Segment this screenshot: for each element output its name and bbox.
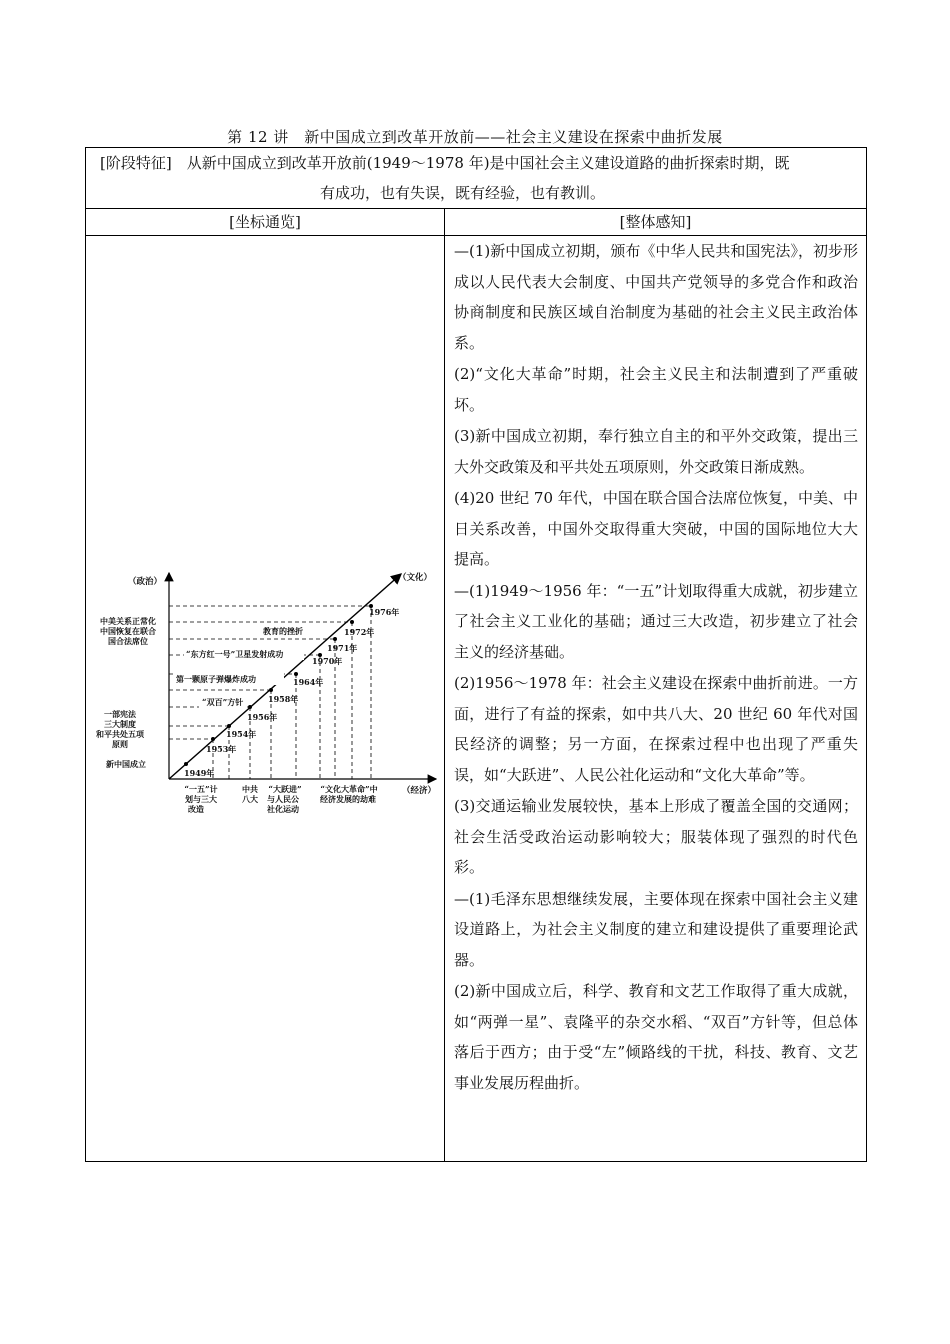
bottom-label: “大跃进” [268,784,302,794]
year-label: 1972年 [344,627,375,637]
content-table [85,147,867,1162]
bottom-label: 八大 [242,794,258,804]
paragraph: —(1)1949～1956 年：“一五”计划取得重大成就，初步建立了社会主义工业化的基础；通过三大改造，初步建立了社会主义的经济基础。 [454,581,858,661]
stage-feature-cell [86,148,867,209]
header-overall-perception: [整体感知] [445,209,867,236]
paragraph: (2)新中国成立后，科学、教育和文艺工作取得了重大成就，如“两弹一星”、袁隆平的杂交水稻、“双百”方针等，但总体落后于西方；由于受“左”倾路线的干扰，科技、教育、文艺事业发展历程曲折。 [454,982,858,1092]
paragraph: (2)1956～1978 年：社会主义建设在探索中曲折前进。一方面，进行了有益的探索，如中共八大、20 世纪 60 年代对国民经济的调整；另一方面，在探索过程中也出现了严重失误，如“大跃进”、人民公社化运动和“文化大革命”等。 [454,674,858,784]
stage-feature-line-1 [100,148,858,178]
paragraph: —(1)新中国成立初期，颁布《中华人民共和国宪法》，初步形成以人民代表大会制度、中国共产党领导的多党合作和政治协商制度和民族区域自治制度为基础的社会主义民主政治体系。 [454,242,858,352]
left-label: 中美关系正常化 [100,616,156,626]
point-1956 [248,705,252,709]
coordinate-diagram [86,236,445,1161]
year-label: 1954年 [226,729,257,739]
left-label: 三大制度 [104,719,136,729]
paragraph: (4)20 世纪 70 年代，中国在联合国合法席位恢复，中美、中日关系改善，中国外交取得重大突破，中国的国际地位大大提高。 [454,489,858,568]
year-label: 1956年 [247,712,278,722]
stage-feature-text-1: 从新中国成立到改革开放前(1949～1978 年)是中国社会主义建设道路的曲折探索时期，既 [186,154,790,172]
header-coordinate-overview: [坐标通览] [86,209,445,236]
paragraph: (2)“文化大革命”时期，社会主义民主和法制遭到了严重破坏。 [454,365,858,414]
year-label: 1953年 [206,744,237,754]
diagonal-axis-label: （文化） [398,573,433,583]
left-label: 新中国成立 [106,759,146,769]
paragraph: (3)新中国成立初期，奉行独立自主的和平外交政策，提出三大外交政策及和平共处五项原则，外交政策日渐成熟。 [454,427,858,476]
bottom-label: 经济发展的劫难 [320,794,376,804]
left-label: 一部宪法 [104,709,136,719]
year-label: 1958年 [268,694,299,704]
point-1953 [211,737,215,741]
x-axis-label: （经济） [402,786,437,796]
overall-perception-text [445,236,867,1162]
y-axis-label: （政治） [128,577,163,587]
year-label: 1970年 [312,656,343,666]
year-label: 1971年 [327,643,358,653]
point-1964 [294,672,298,676]
bottom-label: 划与三大 [185,794,217,804]
bottom-label: 与人民公 [267,794,299,804]
bottom-label: 社化运动 [267,804,299,814]
year-label: 1976年 [369,607,400,617]
bottom-label: “文化大革命”中 [320,784,378,794]
left-label: 原则 [112,739,128,749]
bottom-label: 改造 [188,804,204,814]
stage-feature-label: [阶段特征] [100,154,172,172]
stage-feature-line-2: 有成功，也有失误，既有经验，也有教训。 [320,184,606,202]
left-label: 和平共处五项 [96,729,144,739]
point-1949 [184,762,188,766]
bottom-label: 中共 [242,784,258,794]
point-1958 [269,688,273,692]
chart-cell [86,236,445,1162]
left-label: 国合法席位 [108,636,148,646]
event-label: “双百”方针 [202,697,244,707]
year-label: 1964年 [293,677,324,687]
page-title: 第 12 讲 新中国成立到改革开放前——社会主义建设在探索中曲折发展 [227,128,723,146]
point-1972 [350,620,354,624]
point-1971 [333,637,337,641]
left-label: 中国恢复在联合 [100,626,156,636]
event-label: 第一颗原子弹爆炸成功 [176,674,256,684]
bottom-label: “一五”计 [184,784,218,794]
event-label: 教育的挫折 [263,626,303,636]
event-label: “东方红一号”卫星发射成功 [186,649,284,659]
year-label: 1949年 [184,768,215,778]
paragraph: —(1)毛泽东思想继续发展，主要体现在探索中国社会主义建设道路上，为社会主义制度的建立和建设提供了重要理论武器。 [454,889,858,969]
point-1954 [227,724,231,728]
paragraph: (3)交通运输业发展较快，基本上形成了覆盖全国的交通网；社会生活受政治运动影响较大；服装体现了强烈的时代色彩。 [454,797,858,876]
